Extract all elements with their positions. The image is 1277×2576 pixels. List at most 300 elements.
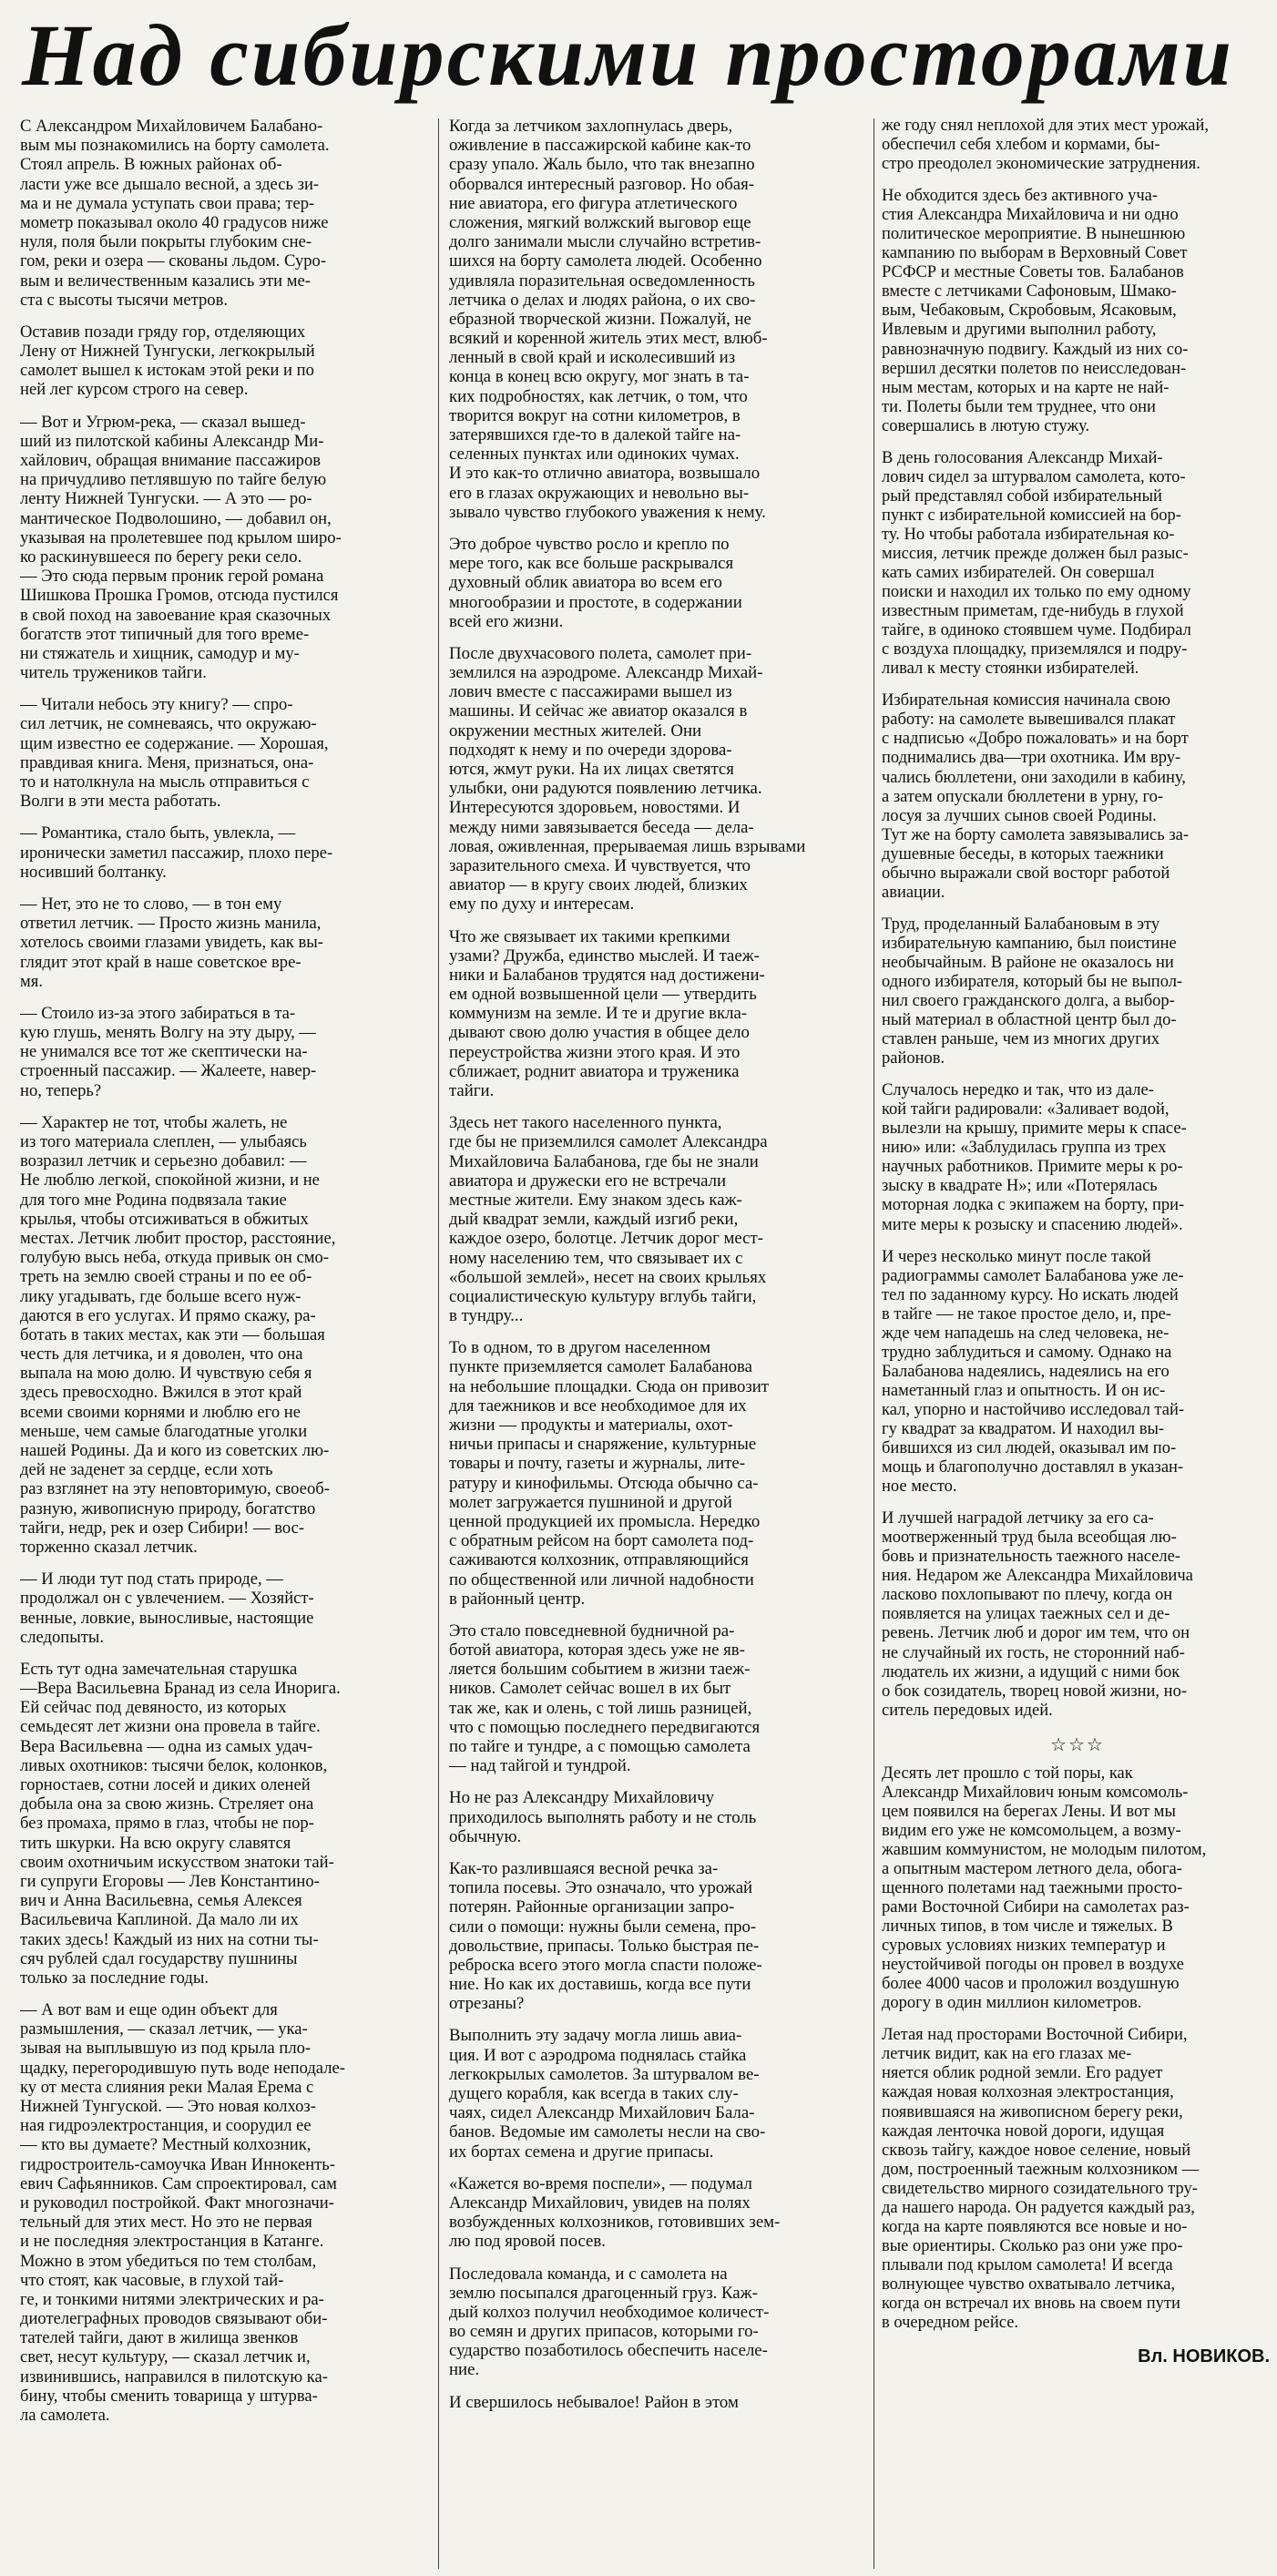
text-line: банов. Ведомые им самолеты несли на сво-	[449, 2122, 766, 2142]
text-line: мометр показывал около 40 градусов ниже	[20, 212, 329, 232]
text-line: оборвался интересный разговор. Но обая-	[449, 174, 754, 194]
article-paragraph	[449, 1788, 866, 1846]
text-line: для того мне Родина подвязала такие	[20, 1190, 287, 1210]
text-line: Выполнить эту задачу могла лишь авиа-	[449, 2026, 742, 2046]
text-line: появившаяся на живописном берегу реки,	[882, 2102, 1183, 2121]
text-line: пункт с избирательной комиссией на бор-	[882, 506, 1181, 525]
text-line: Это стало повседневной будничной ра-	[449, 1620, 735, 1641]
text-line: мере того, как все больше раскрывался	[449, 554, 734, 574]
text-line: носивший болтанку.	[20, 862, 167, 882]
article-paragraph	[20, 2000, 430, 2425]
text-line: — А вот вам и еще один объект для	[20, 2000, 278, 2020]
text-line: совершались в лютую стужу.	[882, 416, 1090, 435]
text-line: улыбки, они радуются появлению летчика.	[449, 779, 762, 799]
article-paragraph	[882, 691, 1273, 903]
text-line: людатель их жизни, а идущий с ними бок	[882, 1662, 1180, 1682]
text-line: ласково похлопывают по плечу, когда он	[882, 1586, 1173, 1605]
text-line: ти. Полеты были тем труднее, что они	[882, 397, 1156, 416]
text-line: ге, и тонкими нитями электрических и ра-	[20, 2289, 324, 2309]
text-line: тайги.	[449, 1081, 495, 1100]
text-line: ставлен раньше, чем из многих других	[882, 1030, 1160, 1049]
text-line: тел по заданному курсу. Но искать людей	[882, 1285, 1179, 1304]
article-paragraph	[449, 2264, 866, 2380]
text-line: сложения, мягкий волжский выговор еще	[449, 212, 751, 232]
text-line: — И люди тут под стать природе, —	[20, 1569, 283, 1590]
text-line: вылезли на крышу, примите меры к спасе-	[882, 1119, 1187, 1139]
text-line: жавшим коммунистом, не молодым пилотом,	[882, 1840, 1207, 1859]
article-paragraph	[20, 695, 430, 811]
article-paragraph	[882, 915, 1273, 1068]
text-line: работу: на самолете вывешивался плакат	[882, 710, 1176, 730]
text-line: обычно выражали свой восторг работой	[882, 864, 1170, 883]
text-line: РСФСР и местные Советы тов. Балабанов	[882, 263, 1184, 282]
text-line: Последовала команда, и с самолета на	[449, 2264, 728, 2284]
text-line: конца в конец всю округу, мог знать в та-	[449, 367, 750, 387]
text-line: сразу упало. Жаль было, что так внезапно	[449, 155, 755, 175]
text-line: лосуя за лучших сынов своей Родины.	[882, 806, 1157, 825]
article-paragraph	[449, 1338, 866, 1609]
text-line: лович вместе с пассажирами вышел из	[449, 682, 732, 702]
text-line: ливал к месту стоянки избирателей.	[882, 659, 1139, 679]
text-line: вым мы познакомились на борту самолета.	[20, 136, 330, 156]
text-line: кой тайги радировали: «Заливает водой,	[882, 1100, 1170, 1119]
text-line: селенных пунктах или одиноких чумах.	[449, 445, 740, 465]
text-line: гом, реки и озера — скованы льдом. Суро-	[20, 251, 327, 271]
text-line: его в глазах окружающих и невольно вы-	[449, 483, 750, 503]
text-line: в тайге — не такое простое дело, и, пре-	[882, 1304, 1171, 1324]
text-line: ленный в свой край и исколесивший из	[449, 348, 736, 368]
text-line: на причудливо петлявшую по тайге белую	[20, 470, 327, 490]
article-paragraph	[449, 1621, 866, 1776]
text-line: Труд, проделанный Балабановым в эту	[882, 915, 1160, 934]
text-line: между ними завязывается беседа — дела-	[449, 817, 754, 837]
text-line: в очередном рейсе.	[882, 2314, 1019, 2333]
column-rule	[873, 118, 874, 2569]
text-line: И свершилось небывалое! Район в этом	[449, 2392, 739, 2412]
text-line: сближает, роднит авиатора и труженика	[449, 1061, 740, 1081]
text-line: зыску в квадрате Н»; или «Потерялась	[882, 1177, 1158, 1196]
text-line: вым и величественным казались эти ме-	[20, 271, 311, 291]
text-line: поиски и находил их только по ему одному	[882, 583, 1191, 602]
text-line: треть на землю своей страны и по ее об-	[20, 1267, 312, 1287]
text-line: каждое озеро, болотце. Летчик дорог мест-	[449, 1229, 763, 1249]
column-2	[449, 117, 866, 2576]
text-line: ту. Но чтобы работала избирательная ко-	[882, 525, 1175, 544]
text-line: ние авиатора, его фигура атлетического	[449, 193, 738, 213]
text-line: мя.	[20, 971, 43, 991]
text-line: сил летчик, не сомневаясь, что окружаю-	[20, 714, 317, 734]
text-line: ший из пилотской кабины Александр Ми-	[20, 431, 324, 451]
text-line: няется облик родной земли. Его радует	[882, 2064, 1163, 2083]
text-line: ным местам, которых и на карте не най-	[882, 378, 1170, 397]
text-line: тателей тайги, дают в жилища звенков	[20, 2328, 299, 2348]
text-line: так же, как и олень, с той лишь разницей,	[449, 1698, 752, 1718]
text-line: и не последняя электростанция в Катанге.	[20, 2232, 324, 2252]
text-line: же году снял неплохой для этих мест урожай,	[882, 117, 1210, 135]
text-line: кал, упорно и настойчиво исследовал тай-	[882, 1400, 1185, 1419]
text-line: лику угадывать, где больше всего нуж-	[20, 1286, 301, 1306]
text-line: дом, построенный таежным колхозником —	[882, 2160, 1200, 2179]
text-line: вместе с летчиками Сафоновым, Шмако-	[882, 282, 1177, 302]
text-line: волнующее чувство охватывало летчика,	[882, 2274, 1176, 2294]
text-line: равнозначную подвигу. Каждый из них со-	[882, 340, 1189, 359]
text-line: ких подробностях, как летчик, о том, что	[449, 386, 748, 406]
article-paragraph	[449, 2393, 866, 2412]
text-line: — Стоило из-за этого забираться в та-	[20, 1003, 296, 1023]
article-paragraph	[882, 2026, 1273, 2333]
text-line: не унимался все тот же скептически на-	[20, 1042, 308, 1062]
text-line: ма и не думала уступать свои права; тер-	[20, 193, 315, 213]
text-line: ляется большим событием в жизни таеж-	[449, 1660, 751, 1680]
text-line: всеми своими корнями и люблю его не	[20, 1402, 301, 1422]
text-line: Есть тут одна замечательная старушка	[20, 1659, 298, 1679]
text-line: тить шкурки. На всю округу славятся	[20, 1833, 291, 1853]
text-line: радиограммы самолет Балабанова уже ле-	[882, 1266, 1184, 1285]
text-line: сяч рублей сдал государству пушнины	[20, 1948, 298, 1968]
text-line: оживление в пассажирской кабине как-то	[449, 136, 751, 156]
text-line: когда на карте появляются все новые и но-	[882, 2217, 1188, 2236]
text-line: ному населению тем, что связывает их с	[449, 1248, 743, 1268]
text-line: Александр Михайлович юным комсомоль-	[882, 1783, 1189, 1802]
text-line: плывали под крылом самолета! И всегда	[882, 2255, 1173, 2274]
article-paragraph	[449, 2026, 866, 2161]
article-paragraph	[20, 1113, 430, 1557]
text-line: шихся на борту самолета людей. Особенно	[449, 251, 762, 271]
text-line: коммунизм на земле. И те и другие вкла-	[449, 1004, 748, 1024]
article-paragraph	[20, 322, 430, 400]
text-line: переустройства жизни этого края. И это	[449, 1042, 741, 1062]
text-line: Но не раз Александру Михайловичу	[449, 1788, 715, 1808]
text-line: из того материала слеплен, — улыбаясь	[20, 1132, 307, 1151]
text-line: — Читали небось эту книгу? — спро-	[20, 695, 293, 715]
text-line: во семян и других припасов, которыми го-	[449, 2322, 759, 2342]
text-line: возразил летчик и серьезно добавил: —	[20, 1151, 307, 1171]
text-line: честь для летчика, и я доволен, что она	[20, 1344, 303, 1365]
text-line: ги супруги Егоровы — Лев Константино-	[20, 1871, 320, 1891]
text-line: с надписью «Добро пожаловать» и на борт	[882, 730, 1189, 749]
text-line: С Александром Михайловичем Балабано-	[20, 117, 323, 136]
text-line: научных работников. Примите меры к ро-	[882, 1158, 1183, 1177]
text-line: — кто вы думаете? Местный колхозник,	[20, 2135, 312, 2155]
text-line: добыла она за свою жизнь. Стреляет она	[20, 1794, 314, 1814]
text-line: избирательную кампанию, был поистине	[882, 934, 1177, 953]
text-line: таких здесь! Каждый из них на сотни ты-	[20, 1929, 319, 1949]
column-1	[20, 117, 430, 2576]
text-line: горностаев, сотни лосей и диких оленей	[20, 1775, 311, 1794]
text-line: ботать в таких местах, как эти — большая	[20, 1324, 325, 1344]
text-line: Шишкова Прошка Громов, отсюда пустился	[20, 586, 339, 606]
text-line: суровых условиях низких температур и	[882, 1937, 1166, 1956]
article-paragraph	[882, 1081, 1273, 1234]
text-line: многообразии и простоте, в содержании	[449, 592, 742, 612]
text-line: авиатора и дружески его не встречали	[449, 1170, 727, 1191]
text-line: местах. Летчик любит простор, расстояние,	[20, 1228, 336, 1248]
text-line: венные, ловкие, выносливые, настоящие	[20, 1608, 314, 1628]
text-line: цем появился на берегах Лены. И вот мы	[882, 1802, 1176, 1821]
text-line: раз взглянет на эту неповторимую, своеоб-	[20, 1479, 330, 1499]
text-line: необычайным. В районе не оказалось ни	[882, 953, 1174, 972]
text-line: обеспечил себя хлебом и кормами, бы-	[882, 136, 1160, 155]
text-line: по тайге и тундре, а с помощью самолета	[449, 1737, 751, 1756]
text-line: ему по духу и интересам.	[449, 894, 635, 915]
text-line: семьдесят лет жизни она провела в тайге.	[20, 1717, 321, 1737]
text-line: гидростроитель-самоучка Иван Иннокенть-	[20, 2154, 335, 2174]
text-line: и руководил постройкой. Факт многозначи-	[20, 2193, 334, 2213]
text-line: топила посевы. Это означало, что урожай	[449, 1878, 753, 1898]
text-line: затерявшихся где-то в далекой тайге на-	[449, 425, 741, 445]
text-line: зывало чувство глубокого уважения к нему.	[449, 502, 766, 522]
text-line: социалистическую культуру вглубь тайги,	[449, 1286, 757, 1306]
text-line: ловая, оживленная, прерываемая лишь взрывами	[449, 836, 806, 856]
text-line: в тундру...	[449, 1306, 524, 1326]
text-line: мантическое Подволошино, — добавил он,	[20, 508, 332, 528]
text-line: ция. И вот с аэродрома поднялась стайка	[449, 2045, 747, 2065]
text-line: ются, жмут руки. На их лицах светятся	[449, 760, 734, 779]
text-line: указывая на пролетевшее под крылом широ-	[20, 527, 342, 547]
text-line: То в одном, то в другом населенном	[449, 1338, 711, 1358]
text-line: читель тружеников тайги.	[20, 663, 207, 683]
text-line: лович сидел за штурвалом самолета, кото-	[882, 467, 1186, 486]
text-line: возбужденных колхозников, готовивших зем-	[449, 2213, 781, 2233]
text-line: трудно заблудиться и самому. Однако на	[882, 1343, 1172, 1362]
text-line: ем одной возвышенной цели — утвердить	[449, 985, 757, 1005]
text-line: своим охотничьим искусством знатоки тай-	[20, 1852, 334, 1872]
text-line: — Характер не тот, чтобы жалеть, не	[20, 1112, 288, 1132]
headline: Над сибирскими просторами	[22, 6, 1234, 104]
text-line: известным приметам, где-нибудь в глухой	[882, 602, 1184, 621]
article-paragraph	[882, 1764, 1273, 2014]
text-line: на небольшие площадки. Сюда он привозит	[449, 1376, 770, 1396]
text-line: ко раскинувшееся по берегу реки село.	[20, 547, 302, 567]
text-line: удивляла поразительная осведомленность	[449, 271, 755, 291]
text-line: с обратным рейсом на борт самолета под-	[449, 1531, 754, 1551]
text-line: машины. И сейчас же авиатор оказался в	[449, 701, 748, 721]
article-paragraph	[882, 1509, 1273, 1721]
text-line: что с помощью последнего передвигаются	[449, 1717, 761, 1737]
text-line: политическое мероприятие. В нынешнюю	[882, 225, 1186, 244]
text-line: щенного полетами над таежными просто-	[882, 1878, 1183, 1897]
text-line: Волги в эти места работать.	[20, 792, 221, 812]
text-line: нил своего гражданского долга, а выбор-	[882, 992, 1175, 1011]
text-line: тайги, недр, рек и озер Сибири! — вос-	[20, 1518, 305, 1538]
text-line: И это как-то отлично авиатора, возвышало	[449, 464, 761, 484]
text-line: ратуру и кинофильмы. Отсюда обычно са-	[449, 1473, 759, 1493]
text-line: мите меры к розыску и спасению людей».	[882, 1215, 1183, 1234]
text-line: И лучшей наградой летчику за его са-	[882, 1509, 1154, 1528]
text-line: ничьи припасы и снаряжение, культурные	[449, 1435, 757, 1455]
text-line: здесь превосходно. Вжился в этот край	[20, 1383, 302, 1403]
text-line: И через несколько минут после такой	[882, 1247, 1151, 1266]
text-line: дый квадрат земли, каждый изгиб реки,	[449, 1210, 739, 1230]
text-line: ленту Нижней Тунгуски. — А это — ро-	[20, 489, 312, 509]
text-line: В день голосования Александр Михай-	[882, 448, 1163, 467]
text-line: Ей сейчас под девяносто, из которых	[20, 1698, 287, 1718]
text-line: Не люблю легкой, спокойной жизни, и не	[20, 1170, 320, 1191]
text-line: Это доброе чувство росло и крепло по	[449, 534, 730, 554]
text-line: чались бюллетени, они заходили в кабину,	[882, 768, 1186, 787]
text-line: гу квадрат за квадратом. И находил вы-	[882, 1420, 1165, 1438]
text-line: — над тайгой и тундрой.	[449, 1756, 631, 1776]
text-line: сили о помощи: нужны были семена, про-	[449, 1917, 757, 1937]
text-line: но, теперь?	[20, 1080, 102, 1100]
text-line: ный материал в областной центр был до-	[882, 1011, 1177, 1030]
text-line: правдивая книга. Меня, признаться, она-	[20, 752, 314, 772]
section-separator: ☆☆☆	[1050, 1733, 1105, 1755]
text-line: Интересуются здоровьем, новостями. И	[449, 798, 741, 818]
text-line: ответил летчик. — Просто жизнь манила,	[20, 914, 322, 934]
text-line: одного избирателя, который бы не выпол-	[882, 972, 1183, 991]
article-paragraph	[20, 1004, 430, 1100]
text-line: появляется на улицах таежных сел и де-	[882, 1605, 1170, 1624]
text-line: хотелось своими глазами увидеть, как вы-	[20, 933, 323, 953]
text-line: что стоят, как часовые, в глухой тай-	[20, 2270, 284, 2290]
text-line: размышления, — сказал летчик, — ука-	[20, 2019, 308, 2039]
text-line: — Это сюда первым проник герой романа	[20, 567, 324, 587]
text-line: моотверженный труд была всеобщая лю-	[882, 1528, 1177, 1548]
text-line: мощь и благополучно доставлял в указан-	[882, 1458, 1184, 1477]
article-paragraph	[449, 644, 866, 915]
text-line: Стоял апрель. В южных районах об-	[20, 155, 282, 175]
text-line: отрезаны?	[449, 1994, 525, 2014]
text-line: лю под яровой посев.	[449, 2232, 606, 2252]
text-line: а затем опускали бюллетени в урну, го-	[882, 787, 1164, 806]
text-line: нию» или: «Заблудилась группа из трех	[882, 1139, 1167, 1158]
text-line: Нижней Тунгуской. — Это новая колхоз-	[20, 2097, 316, 2116]
article-paragraph	[882, 187, 1273, 436]
text-line: евич Сафьянников. Сам спроектировал, сам	[20, 2173, 337, 2193]
text-line: душевные беседы, в которых таежники	[882, 844, 1164, 864]
text-line: долго занимали мысли случайно встретив-	[449, 232, 761, 252]
text-line: выпала на мою долю. И чувствую себя я	[20, 1364, 312, 1384]
text-line: ливых охотников: тысячи белок, колонков,	[20, 1755, 328, 1775]
text-line: Можно в этом убедиться по тем столбам,	[20, 2251, 317, 2271]
text-line: где бы не приземлился самолет Александра	[449, 1132, 768, 1152]
text-line: более 4000 часов и проложил воздушную	[882, 1975, 1180, 1994]
text-line: дорогу в один миллион километров.	[882, 1994, 1142, 2013]
text-line: да нашего народа. Он радуется каждый раз,	[882, 2198, 1195, 2217]
text-line: щадку, перегородившую путь воде неподале-	[20, 2058, 345, 2078]
text-line: извинившись, направился в пилотскую ка-	[20, 2366, 328, 2387]
text-line: ценной продукцией их промысла. Нередко	[449, 1511, 761, 1531]
text-line: только за последние годы.	[20, 1968, 209, 1988]
text-line: дый колхоз получил необходимое количест-	[449, 2302, 770, 2322]
text-line: вые ориентиры. Сколько раз они уже про-	[882, 2236, 1183, 2255]
text-line: разную, живописную природу, богатство	[20, 1498, 316, 1518]
text-line: «Кажется во-время поспели», — подумал	[449, 2173, 752, 2193]
text-line: ебразной творческой жизни. Пожалуй, не	[449, 309, 751, 329]
text-line: наметанный глаз и опытность. И он ис-	[882, 1381, 1166, 1400]
text-line: без промаха, прямо в глаз, чтобы не пор-	[20, 1814, 314, 1834]
text-line: легкокрылых самолетов. За штурвалом ве-	[449, 2064, 760, 2084]
text-line: Случалось нередко и так, что из дале-	[882, 1081, 1154, 1100]
text-line: Летая над просторами Восточной Сибири,	[882, 2026, 1188, 2045]
text-line: жде чем нападешь на след человека, не-	[882, 1324, 1170, 1343]
text-line: ласти уже все дышало весной, а здесь зи-	[20, 174, 320, 194]
article-paragraph	[449, 535, 866, 631]
text-line: чаях, сидел Александр Михайлович Бала-	[449, 2103, 755, 2123]
text-line: самолет вышел к истокам этой реки и по	[20, 361, 314, 381]
text-line: саживаются колхозник, отправляющийся	[449, 1550, 749, 1570]
text-line: пункте приземляется самолет Балабанова	[449, 1357, 753, 1377]
text-line: зывая на выплывшую из под крыла пло-	[20, 2039, 312, 2059]
text-line: кампанию по выборам в Верховный Совет	[882, 244, 1188, 263]
text-line: Михайловича Балабанова, где бы не знали	[449, 1151, 759, 1171]
text-line: свидетельство мирного созидательного тру-	[882, 2179, 1198, 2198]
author-signature: Вл. НОВИКОВ.	[1138, 2346, 1270, 2367]
text-line: —Вера Васильевна Бранад из села Инорига.	[20, 1679, 341, 1699]
text-line: Александр Михайлович, увидев на полях	[449, 2193, 751, 2213]
text-line: Десять лет прошло с той поры, как	[882, 1763, 1133, 1783]
text-line: ни стяжатель и хищник, самодур и му-	[20, 643, 300, 663]
text-line: продолжал он с увлечением. — Хозяйст-	[20, 1589, 314, 1609]
article-paragraph	[20, 823, 430, 882]
text-line: нашей Родины. Да и кого из советских лю-	[20, 1441, 330, 1460]
column-rule	[438, 118, 439, 2569]
text-line: ней лег курсом строго на север.	[20, 380, 249, 400]
text-line: Здесь нет такого населенного пункта,	[449, 1113, 722, 1133]
text-line: свет, несут культуру, — сказал летчик и,	[20, 2347, 311, 2367]
text-line: «большой землей», несет на своих крыльях	[449, 1267, 767, 1287]
text-line: глядит этот край в наше советское вре-	[20, 952, 301, 972]
text-line: а опытным мастером летного дела, обога-	[882, 1859, 1182, 1878]
text-line: обычную.	[449, 1826, 522, 1846]
text-line: их бортах семена и другие припасы.	[449, 2142, 714, 2162]
text-line: Оставив позади гряду гор, отделяющих	[20, 322, 306, 342]
text-line: личных типов, в том числе и тяжелых. В	[882, 1917, 1173, 1937]
text-line: поднимались два—три охотника. Им вру-	[882, 749, 1181, 768]
text-line: заразительного смеха. И чувствуется, что	[449, 855, 751, 875]
text-line: ники и Балабанов трудятся над достижени-	[449, 965, 765, 985]
text-line: районов.	[882, 1049, 945, 1068]
text-line: в районный центр.	[449, 1589, 586, 1609]
text-line: моторная лодка с экипажем на борту, при-	[882, 1196, 1185, 1215]
text-line: дущего корабля, как всегда в таких слу-	[449, 2084, 739, 2103]
text-line: творится вокруг на сотни километров, в	[449, 405, 741, 425]
text-line: в свой поход на завоевание края сказочных	[20, 605, 332, 625]
text-line: летчик видит, как на его глазах ме-	[882, 2045, 1132, 2064]
article-paragraph	[449, 117, 866, 522]
text-line: землился на аэродроме. Александр Михай-	[449, 663, 763, 683]
article-paragraph	[20, 117, 430, 310]
article-paragraph	[449, 2174, 866, 2252]
text-line: сквозь тайгу, каждое новое селение, новый	[882, 2141, 1191, 2160]
text-line: ла самолета.	[20, 2406, 110, 2425]
text-line: тайге, в одиноко стоявшем чуме. Подбирал	[882, 621, 1191, 640]
text-line: жизни — продукты и материалы, охот-	[449, 1416, 733, 1435]
text-line: потерян. Районные организации запро-	[449, 1897, 735, 1917]
text-line: неустойчивой погоды он провел в воздухе	[882, 1956, 1184, 1975]
text-line: о бок созидатель, творец новой жизни, но-	[882, 1682, 1187, 1701]
text-line: узами? Дружба, единство мыслей. И таеж-	[449, 946, 760, 966]
article-paragraph	[882, 117, 1273, 174]
text-line: Лену от Нижней Тунгуски, легкокрылый	[20, 342, 315, 362]
text-line: сударство позаботилось обеспечить населе-	[449, 2341, 768, 2361]
text-line: видим его уже не комсомольцем, а возму-	[882, 1821, 1181, 1840]
text-line: — Вот и Угрюм-река, — сказал вышед-	[20, 412, 306, 432]
text-line: После двухчасового полета, самолет при-	[449, 643, 752, 663]
text-line: торженно сказал летчик.	[20, 1537, 198, 1557]
text-line: Ивлевым и другими выполнил работу,	[882, 321, 1157, 340]
text-line: молет загружается пушниной и другой	[449, 1492, 732, 1512]
text-line: авиатор — в кругу своих людей, близких	[449, 875, 748, 895]
text-line: бившихся из сил людей, оказывал им по-	[882, 1439, 1177, 1458]
text-line: Избирательная комиссия начинала свою	[882, 691, 1170, 710]
text-line: нуля, поля были покрыты глубоким сне-	[20, 232, 312, 252]
text-line: голубую высь неба, откуда привык он смо-	[20, 1248, 329, 1268]
article-paragraph	[20, 894, 430, 991]
text-line: реброска всего этого могла спасти положе-	[449, 1955, 762, 1975]
text-line: довольствие, припасы. Только быстрая пе-	[449, 1936, 760, 1956]
